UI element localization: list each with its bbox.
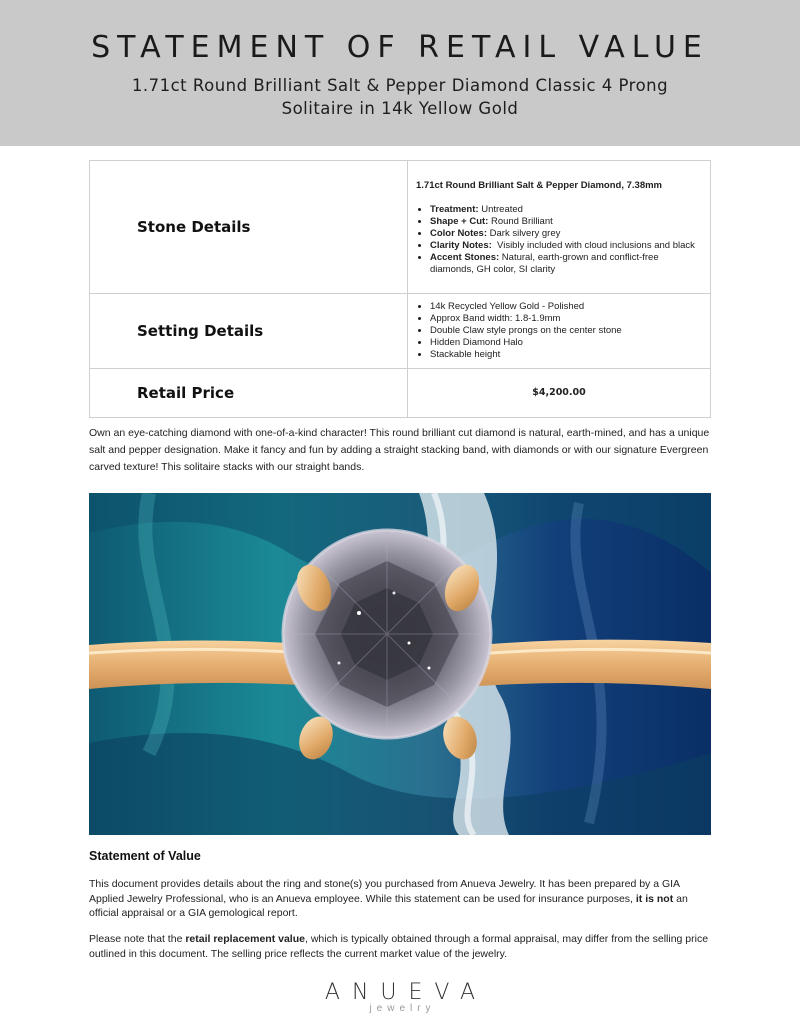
ring-photo: [89, 493, 711, 835]
retail-price-label: Retail Price: [90, 369, 408, 418]
brand-logo: [0, 980, 800, 1014]
list-item: • 14k Recycled Yellow Gold - Polished: [430, 301, 702, 313]
list-item: • Treatment: Untreated: [430, 204, 702, 216]
list-item: • Accent Stones: Natural, earth-grown and conflict-free diamonds, GH color, SI clarity: [430, 252, 702, 276]
stone-title: 1.71ct Round Brilliant Salt & Pepper Diamond, 7.38mm: [416, 180, 663, 191]
list-item: • Stackable height: [430, 349, 702, 361]
stone-details-content: [408, 161, 711, 294]
statement-of-value-heading: Statement of Value: [89, 849, 201, 863]
list-item: • Hidden Diamond Halo: [430, 337, 702, 349]
brand-name: ANUEVA: [324, 980, 488, 1005]
retail-price-row: [90, 369, 711, 418]
list-item: • Color Notes: Dark silvery grey: [430, 228, 702, 240]
product-description: Own an eye-catching diamond with one-of-a-kind character! This round brilliant cut diamond is natural, earth-mined, and has a unique salt and pepper designation. Make it fancy and fun by adding a straight stacking band, with diamonds or with our signature Evergreen carved texture! This solitaire stacks with our straight bands.: [89, 427, 710, 473]
stone-details-label: Stone Details: [90, 161, 408, 294]
setting-details-content: [408, 294, 711, 369]
setting-details-list: [416, 301, 702, 361]
brand-tagline: jewelry: [369, 1003, 436, 1014]
statement-paragraph-2: Please note that the retail replacement value, which is typically obtained through a formal appraisal, may differ from the selling price outlined in this document. The selling price reflects the current market value of the jewelry.: [89, 933, 709, 960]
product-subtitle: 1.71ct Round Brilliant Salt & Pepper Diamond Classic 4 Prong Solitaire in 14k Yellow Gold: [131, 76, 669, 118]
list-item: • Approx Band width: 1.8-1.9mm: [430, 313, 702, 325]
stone-details-row: [90, 161, 711, 294]
list-item: • Clarity Notes: Visibly included with cloud inclusions and black: [430, 240, 702, 252]
details-table: [89, 160, 711, 418]
setting-details-label: Setting Details: [90, 294, 408, 369]
document-title: STATEMENT OF RETAIL VALUE: [91, 30, 709, 65]
retail-price-value: $4,200.00: [408, 369, 711, 418]
statement-paragraph-1: This document provides details about the ring and stone(s) you purchased from Anueva Jewelry. It has been prepared by a GIA Applied Jewelry Professional, who is an Anueva employee. While this statement can be used for insurance purposes, it is not an official appraisal or a GIA gemological report.: [89, 878, 688, 919]
list-item: • Double Claw style prongs on the center stone: [430, 325, 702, 337]
header-banner: [0, 0, 800, 146]
list-item: • Shape + Cut: Round Brilliant: [430, 216, 702, 228]
setting-details-row: [90, 294, 711, 369]
ring-photo-illustration: [89, 493, 711, 835]
stone-details-list: [416, 204, 702, 276]
